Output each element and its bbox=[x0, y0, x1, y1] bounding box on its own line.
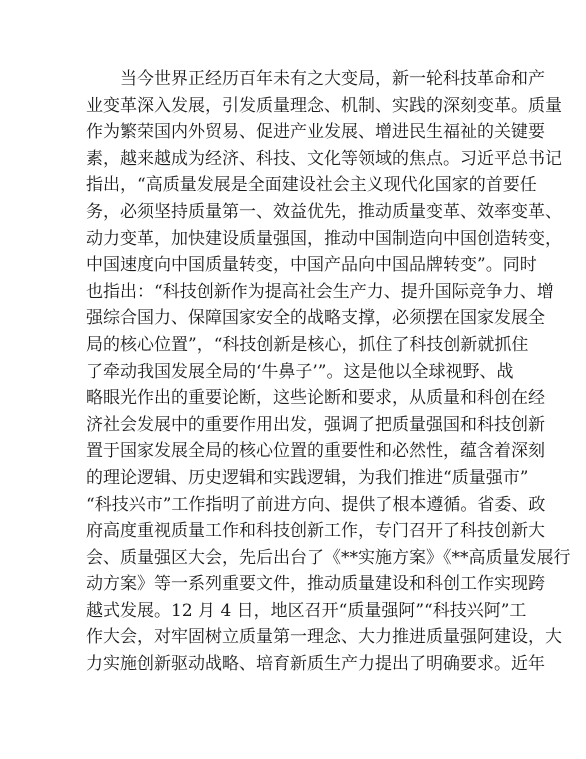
text-line: 中国速度向中国质量转变，中国产品向中国品牌转变”。同时 bbox=[86, 255, 537, 276]
text-line: 济社会发展中的重要作用出发，强调了把质量强国和科技创新 bbox=[86, 414, 545, 435]
text-line: 作为繁荣国内外贸易、促进产业发展、增进民生福祉的关键要 bbox=[86, 122, 545, 143]
text-line: 越式发展。12 月 4 日，地区召开“质量强阿”“科技兴阿”工 bbox=[86, 600, 527, 621]
text-line: 务，必须坚持质量第一、效益优先，推动质量变革、效率变革、 bbox=[86, 201, 562, 222]
text-line: 置于国家发展全局的核心位置的重要性和必然性，蕴含着深刻 bbox=[86, 441, 545, 462]
text-line: 局的核心位置”，“科技创新是核心，抓住了科技创新就抓住 bbox=[86, 334, 529, 355]
text-line: 府高度重视质量工作和科技创新工作，专门召开了科技创新大 bbox=[86, 521, 545, 542]
text-line: 强综合国力、保障国家安全的战略支撑，必须摆在国家发展全 bbox=[86, 308, 545, 329]
body-paragraph bbox=[86, 66, 571, 678]
text-line: 业变革深入发展，引发质量理念、机制、实践的深刻变革。质量 bbox=[86, 95, 562, 116]
text-line: 素，越来越成为经济、科技、文化等领域的焦点。习近平总书记 bbox=[86, 148, 562, 169]
text-line: 指出，“高质量发展是全面建设社会主义现代化国家的首要任 bbox=[86, 175, 537, 196]
text-line: 当今世界正经历百年未有之大变局，新一轮科技革命和产 bbox=[120, 69, 545, 89]
text-line: 略眼光作出的重要论断，这些论断和要求，从质量和科创在经 bbox=[86, 388, 545, 409]
text-line: 的理论逻辑、历史逻辑和实践逻辑，为我们推进“质量强市” bbox=[86, 467, 529, 488]
text-line: “科技兴市”工作指明了前进方向、提供了根本遵循。省委、政 bbox=[86, 494, 546, 515]
text-line: 了牵动我国发展全局的‘牛鼻子’”。这是他以全球视野、战 bbox=[86, 361, 514, 382]
text-line: 会、质量强区大会，先后出台了《**实施方案》《**高质量发展行 bbox=[86, 547, 571, 568]
text-line: 动方案》等一系列重要文件，推动质量建设和科创工作实现跨 bbox=[86, 574, 545, 595]
text-line: 作大会，对牢固树立质量第一理念、大力推进质量强阿建设，大 bbox=[86, 627, 562, 648]
text-line: 动力变革，加快建设质量强国，推动中国制造向中国创造转变， bbox=[86, 228, 562, 249]
text-line: 也指出：“科技创新作为提高社会生产力、提升国际竞争力、增 bbox=[86, 281, 554, 302]
text-line: 力实施创新驱动战略、培育新质生产力提出了明确要求。近年 bbox=[86, 654, 545, 675]
